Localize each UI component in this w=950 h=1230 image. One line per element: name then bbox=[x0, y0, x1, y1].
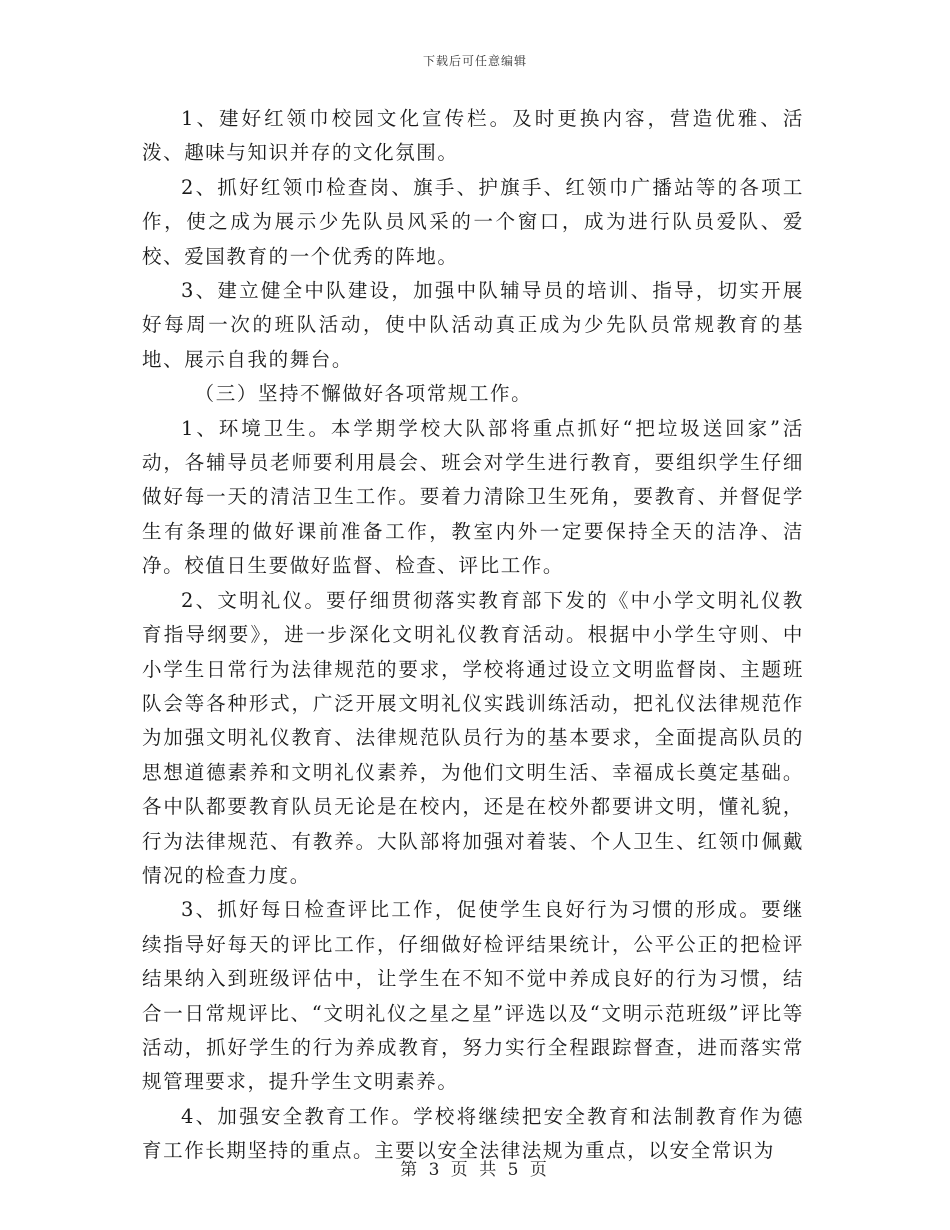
paragraph-2: 2、抓好红领巾检查岗、旗手、护旗手、红领巾广播站等的各项工作，使之成为展示少先队员风采的一个窗口，成为进行队员爱队、爱校、爱国教育的一个优秀的阵地。 bbox=[142, 175, 804, 268]
page-number: 第 3 页 共 5 页 bbox=[400, 1160, 550, 1180]
section-heading: （三）坚持不懈做好各项常规工作。 bbox=[194, 382, 533, 406]
paragraph-1: 1、建好红领巾校园文化宣传栏。及时更换内容，营造优雅、活泼、趣味与知识并存的文化氛围。 bbox=[142, 107, 804, 165]
paragraph-3: 3、建立健全中队建设，加强中队辅导员的培训、指导，切实开展好每周一次的班队活动，使中队活动真正成为少先队员常规教育的基地、展示自我的舞台。 bbox=[142, 279, 804, 371]
paragraph-daily-check: 3、抓好每日检查评比工作，促使学生良好行为习惯的形成。要继续指导好每天的评比工作，仔细做好检评结果统计，公平公正的把检评结果纳入到班级评估中，让学生在不知不觉中养成良好的行为习惯，结合一日常规评比、“文明礼仪之星之星”评选以及“文明示范班级”评比等活动，抓好学生的行为养成教育，努力实行全程跟踪督查，进而落实常规管理要求，提升学生文明素养。 bbox=[142, 898, 804, 1094]
paragraph-environment: 1、环境卫生。本学期学校大队部将重点抓好“把垃圾送回家”活动，各辅导员老师要利用晨会、班会对学生进行教育，要组织学生仔细做好每一天的清洁卫生工作。要着力清除卫生死角，要教育、并督促学生有条理的做好课前准备工作，教室内外一定要保持全天的洁净、洁净。校值日生要做好监督、检查、评比工作。 bbox=[142, 416, 804, 578]
paragraph-safety: 4、加强安全教育工作。学校将继续把安全教育和法制教育作为德育工作长期坚持的重点。主要以安全法律法规为重点，以安全常识为 bbox=[142, 1104, 804, 1163]
document-body bbox=[142, 102, 804, 1169]
paragraph-etiquette: 2、文明礼仪。要仔细贯彻落实教育部下发的《中小学文明礼仪教育指导纲要》，进一步深化文明礼仪教育活动。根据中小学生守则、中小学生日常行为法律规范的要求，学校将通过设立文明监督岗、主题班队会等各种形式，广泛开展文明礼仪实践训练活动，把礼仪法律规范作为加强文明礼仪教育、法律规范队员行为的基本要求，全面提高队员的思想道德素养和文明礼仪素养，为他们文明生活、幸福成长奠定基础。各中队都要教育队员无论是在校内，还是在校外都要讲文明，懂礼貌，行为法律规范、有教养。大队部将加强对着装、个人卫生、红领巾佩戴情况的检查力度。 bbox=[142, 588, 804, 887]
page-header-note: 下载后可任意编辑 bbox=[422, 54, 527, 68]
